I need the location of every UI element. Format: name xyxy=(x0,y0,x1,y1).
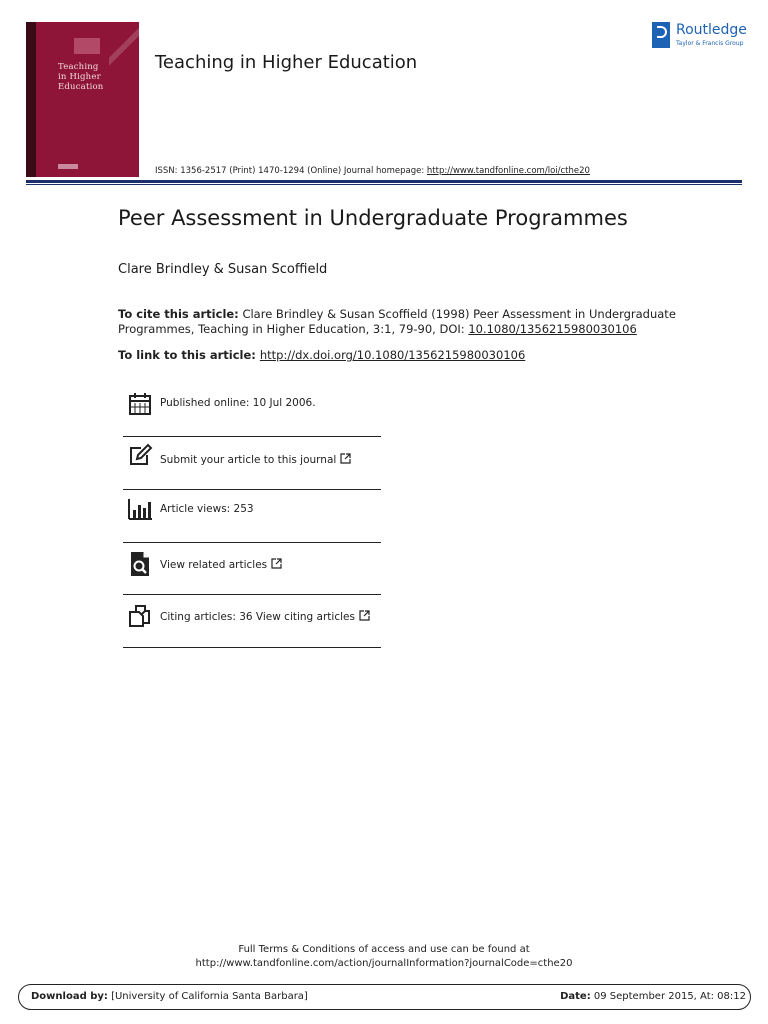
row-divider xyxy=(123,436,381,437)
views-label: Article views: 253 xyxy=(160,503,254,515)
download-label: Download by: xyxy=(31,991,108,1002)
terms-line-1: Full Terms & Conditions of access and use can be found at xyxy=(238,944,530,955)
download-date xyxy=(560,991,746,1002)
cover-publisher-mark xyxy=(58,164,78,169)
submit-label[interactable]: Submit your article to this journal xyxy=(160,453,351,466)
external-link-icon xyxy=(359,610,370,621)
download-info xyxy=(31,991,308,1002)
article-link-url[interactable]: http://dx.doi.org/10.1080/1356215980030106 xyxy=(259,348,526,362)
citation-block xyxy=(118,307,678,337)
terms-notice xyxy=(0,943,768,971)
calendar-icon xyxy=(127,391,153,417)
article-title: Peer Assessment in Undergraduate Programmes xyxy=(118,206,628,230)
date-value: 09 September 2015, At: 08:12 xyxy=(590,991,746,1002)
edit-icon xyxy=(127,443,153,469)
related-row[interactable] xyxy=(123,546,381,598)
submit-row[interactable] xyxy=(123,440,381,492)
cite-doi-link[interactable]: 10.1080/1356215980030106 xyxy=(468,322,637,336)
publisher-name: Routledge xyxy=(676,22,747,38)
date-label: Date: xyxy=(560,991,591,1002)
routledge-r-icon xyxy=(652,22,670,48)
views-row xyxy=(123,493,381,545)
article-authors: Clare Brindley & Susan Scoffield xyxy=(118,262,328,277)
issn-text: ISSN: 1356-2517 (Print) 1470-1294 (Online) Journal homepage: xyxy=(155,166,427,176)
header-divider xyxy=(26,180,742,183)
article-link-block xyxy=(118,348,525,362)
row-divider xyxy=(123,594,381,595)
terms-line-2[interactable]: http://www.tandfonline.com/action/journalInformation?journalCode=cthe20 xyxy=(195,958,573,969)
row-divider xyxy=(123,542,381,543)
journal-cover-image xyxy=(26,22,139,177)
cover-title: Teaching in Higher Education xyxy=(58,62,104,92)
link-label: To link to this article: xyxy=(118,348,260,362)
cover-emblem xyxy=(74,38,100,54)
download-value: [University of California Santa Barbara] xyxy=(107,991,308,1002)
bar-chart-icon xyxy=(127,496,153,522)
published-label: Published online: 10 Jul 2006. xyxy=(160,397,316,409)
external-link-icon xyxy=(340,453,351,464)
published-row xyxy=(123,386,381,438)
publisher-subtitle: Taylor & Francis Group xyxy=(676,40,744,47)
row-divider xyxy=(123,489,381,490)
header-divider-thin xyxy=(26,184,742,185)
download-bar xyxy=(18,984,751,1010)
document-search-icon xyxy=(127,551,153,577)
citation-icon xyxy=(127,603,153,629)
related-label[interactable]: View related articles xyxy=(160,558,282,571)
issn-line xyxy=(155,166,590,176)
citing-row[interactable] xyxy=(123,598,381,650)
cite-label: To cite this article: xyxy=(118,307,239,321)
cite-text: Clare Brindley & Susan Scoffield (1998) Peer Assessment in Undergraduate Programmes, Teaching in Higher Education, 3:1, 79-90, DOI: xyxy=(118,307,676,336)
journal-homepage-link[interactable]: http://www.tandfonline.com/loi/cthe20 xyxy=(426,166,590,176)
external-link-icon xyxy=(271,558,282,569)
citing-label[interactable]: Citing articles: 36 View citing articles xyxy=(160,610,370,623)
row-divider xyxy=(123,647,381,648)
journal-name: Teaching in Higher Education xyxy=(155,52,418,73)
